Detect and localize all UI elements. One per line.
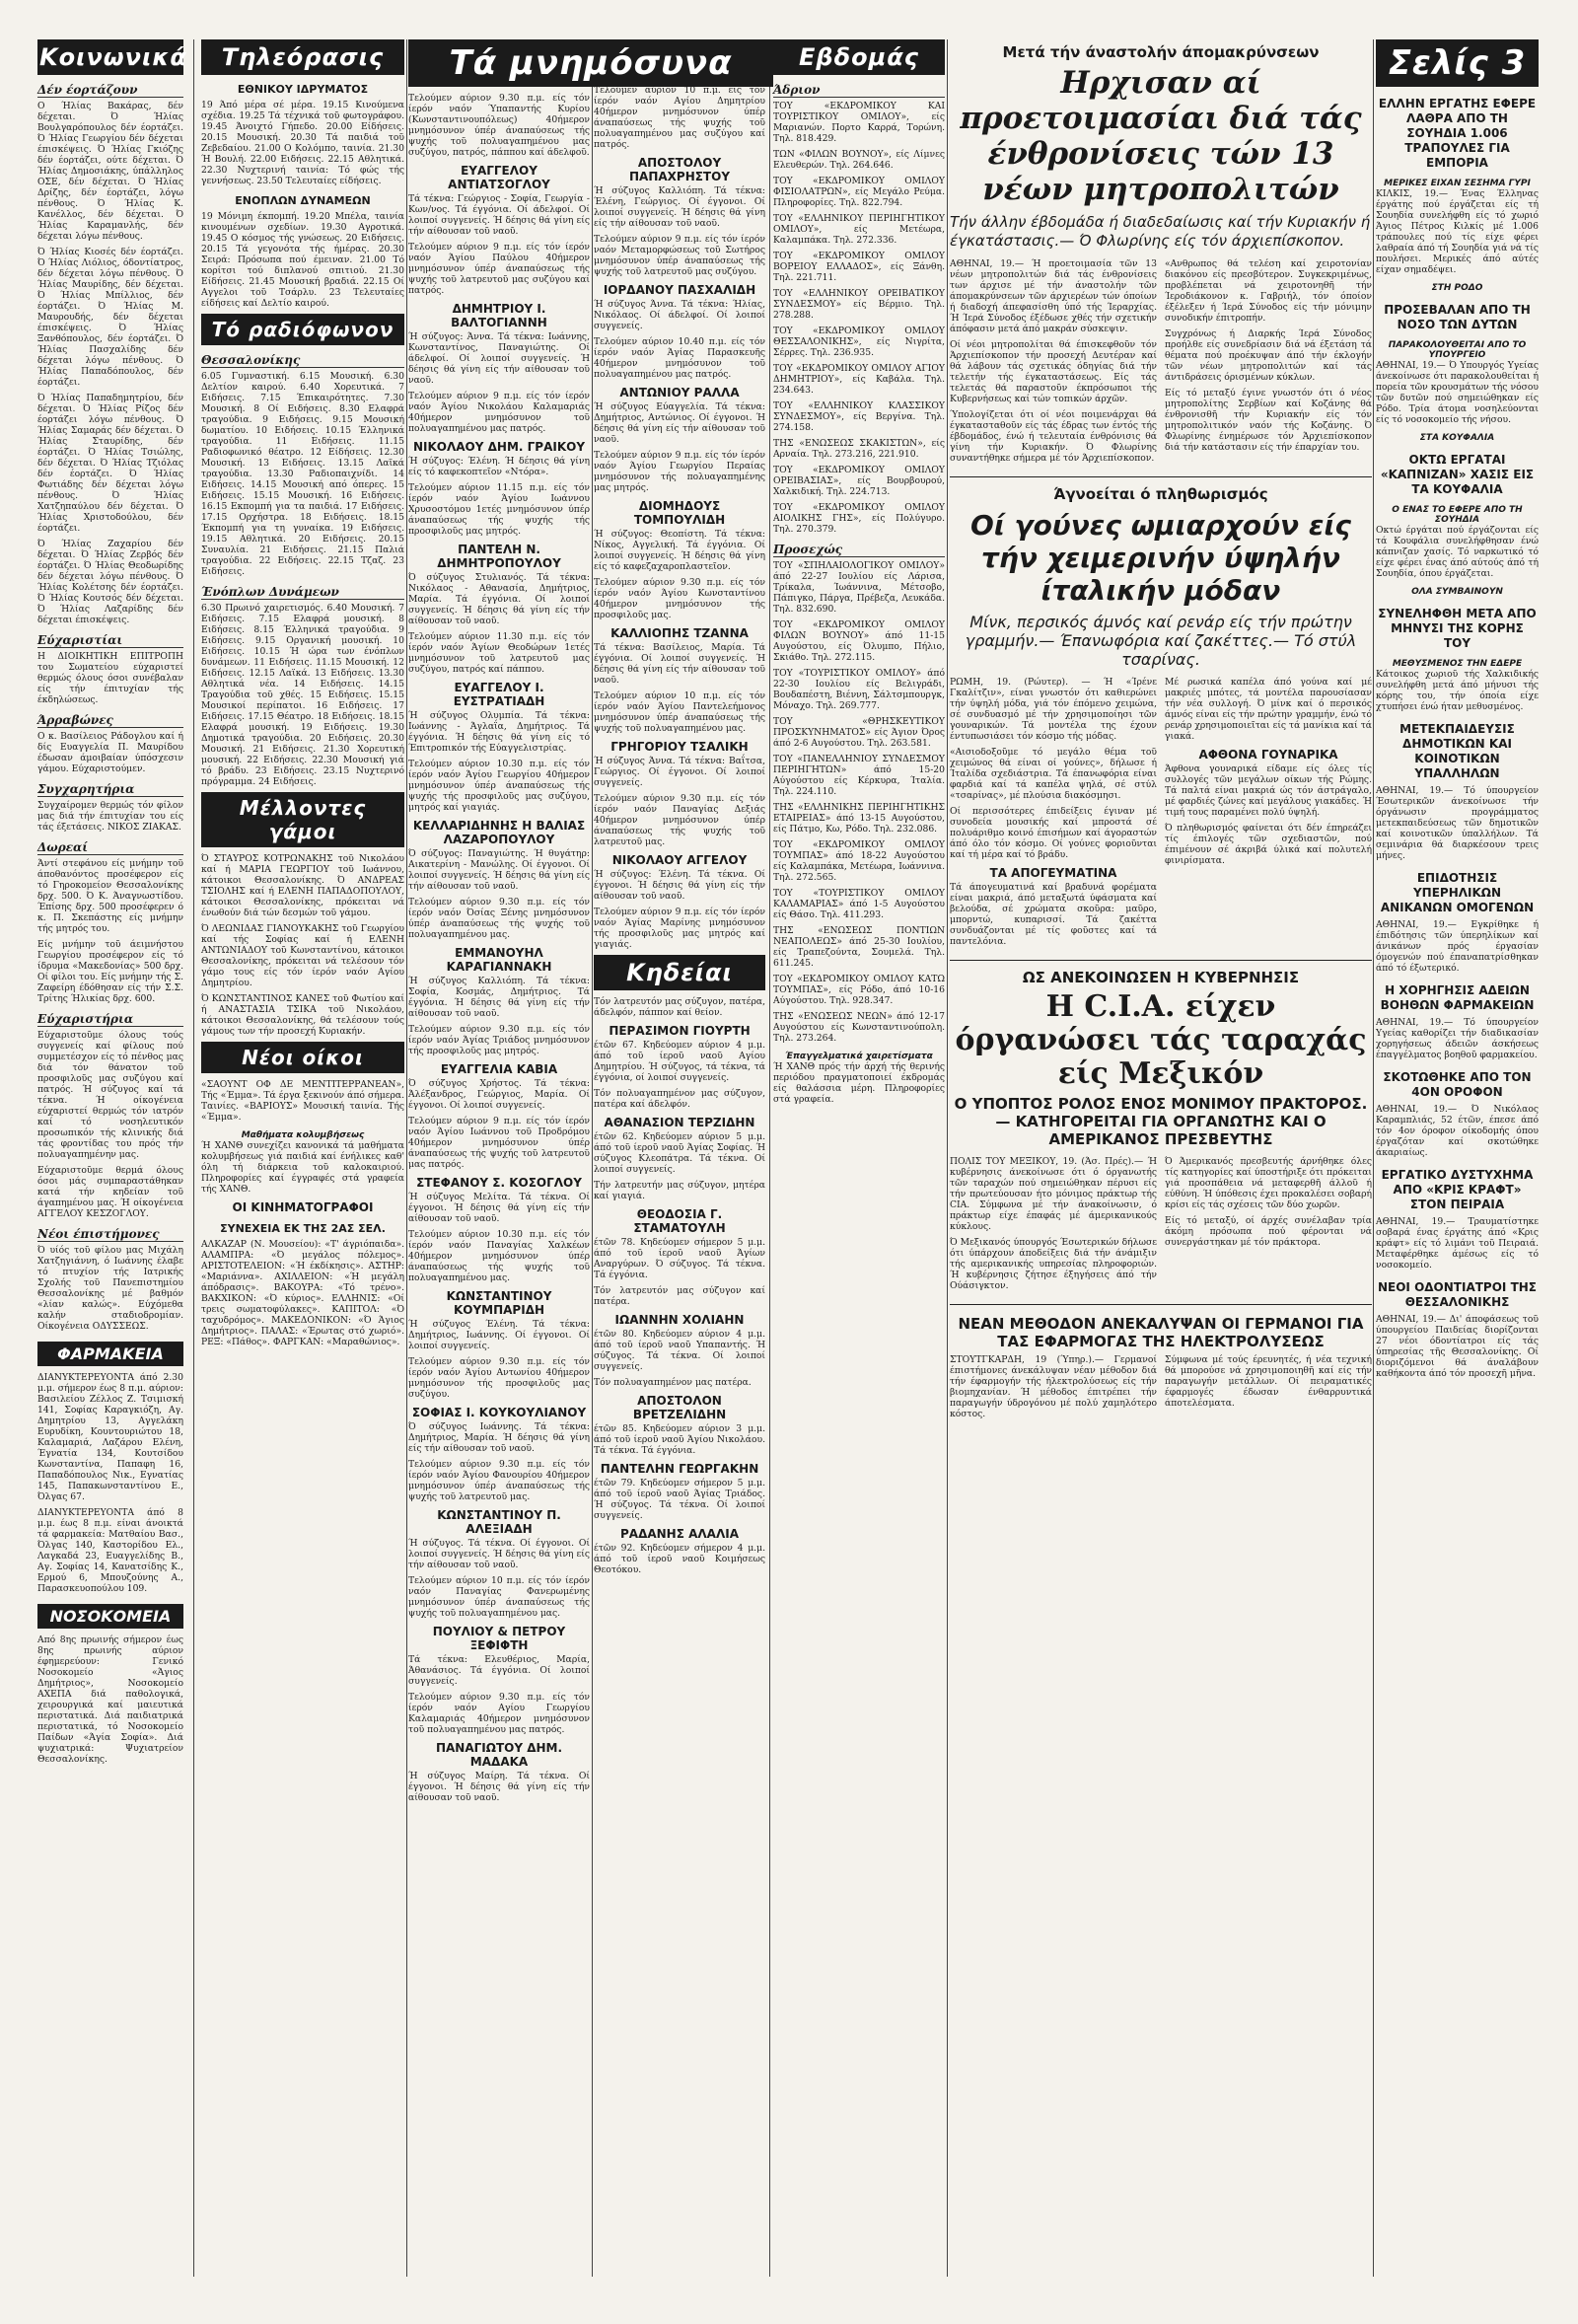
text-block: Ύπολογίζεται ότι οί νέοι ποιμενάρχαι θά έγκατασταθοῦν είς τάς έδρας των έντός τής έβδομάδος, ένώ ή τελευταία ένθρόνισις θά γίνη τήν Κυριακήν. Ό Φλωρίνης συναντήθηκε σήμερα μέ τόν Άρχιεπίσκοπον. [950,409,1157,464]
radio-subhead: Ένόπλων Δυνάμεων [201,585,404,600]
text-block: Τόν λατρευτόν μας σύζυγον, πατέρα, άδελφόν, πάππον καί θείον. [594,996,765,1018]
text-block: ΤΟΥ «ΕΚΔΡΟΜΙΚΟΥ ΟΜΙΛΟΥ ΟΡΕΙΒΑΣΙΑΣ», είς Βουρβουρού, Χαλκιδική. Τηλ. 224.713. [773,465,945,497]
text-block: ΤΗΣ «ΕΝΩΣΕΩΣ ΣΚΑΚΙΣΤΩΝ», είς Αρναία. Τηλ. 273.216, 221.910. [773,438,945,460]
text-block: Τά τέκνα: Βασίλειος, Μαρία. Τά έγγόνια. Οί λοιποί συγγενείς. Ή δέησις θά γίνη είς τήν αίθουσαν τοῦ ναοῦ. [594,642,765,686]
text-block: Τελούμεν αύριον 9.30 π.μ. είς τόν ίερόν ναόν Όσίας Ξένης μνημόσυνον ύπέρ άναπαύσεως τής ψυχής τοῦ πολυαγαπημένου μας. [408,897,590,940]
text-block: Ή σύζυγος Άννα. Τά τέκνα: Ήλίας, Νικόλαος. Οί άδελφοί. Οί λοιποί συγγενείς. [594,299,765,331]
brief-kicker: ΠΑΡΑΚΟΛΟΥΘΕΙΤΑΙ ΑΠΟ ΤΟ ΥΠΟΥΡΓΕΙΟ [1388,340,1527,360]
column-rule [1373,39,1374,2277]
text-block: Ό σύζυγος Χρήστος. Τά τέκνα: Άλέξανδρος, Γεώργιος, Μαρία. Οί έγγονοι. Οί λοιποί συγγενείς. [408,1078,590,1111]
text-block: Συγχρόνως ή Διαρκής Ίερά Σύνοδος προήλθε είς συνεδρίασιν διά νά έξετάση τά θέματα πού προέκυψαν άπό τήν έκλογήν τῶν νέων μητροπολιτών καί τάς άντιδράσεις όρισμένων κύκλων. [1165,328,1372,383]
text-block: ΑΘΗΝΑΙ, 19.— Τό ύπουργείον Έσωτερικῶν άνεκοίνωσε τήν όργάνωσιν προγράμματος μετεκπαιδεύσεως τῶν δημοτικῶν καί κοινοτικῶν ύπαλλήλων. Τά σεμινάρια θά διαρκέσουν τρεις μήνες. [1376,785,1539,861]
text-block: Τελούμεν αύριον 9.30 π.μ. είς τόν ίερόν ναόν Αγίου Γεωργίου Καλαμαριάς 40ήμερον μνημόσυνον τοῦ πολυαγαπημένου μας πατρός. [408,1692,590,1735]
memorial-name: ΚΑΛΛΙΟΠΗΣ ΤΖΑΝΝΑ [610,626,749,640]
page-number-header: Σελίς 3 [1376,39,1539,87]
text-block: Συγχαίρομεν θερμώς τόν φίλον μας διά τήν έπιτυχίαν του είς τάς έξετάσεις. ΝΙΚΟΣ ΖΙΑΚΑΣ. [37,800,183,833]
text-block: ΤΟΥ «ΕΚΔΡΟΜΙΚΟΥ ΟΜΙΛΟΥ ΚΑΤΩ ΤΟΥΜΠΑΣ», είς Ρόδο, άπό 10-16 Αύγούστου. Τηλ. 928.347. [773,974,945,1006]
text-block: ΔΙΑΝΥΚΤΕΡΕΥΟΝΤΑ άπό 8 μ.μ. έως 8 π.μ. είναι άνοικτά τά φαρμακεία: Ματθαίου Βασ., Όλγας 140, Καστορίδου Ελ., Λαγκαδά 23, Ευαγγελίδης Β., Αγ. Σοφίας 14, Κανατσίδης Κ., Ερμού 6, Μπουζούνης Α., Παρασκευοπούλου 109. [37,1507,183,1594]
text-block: ΤΗΣ «ΕΝΩΣΕΩΣ ΝΕΩΝ» άπό 12-17 Αυγούστου είς Κωνσταντινούπολη. Τηλ. 273.264. [773,1011,945,1044]
memorial-name: ΚΩΝΣΤΑΝΤΙΝΟΥ Π. ΑΛΕΞΙΑΔΗ [437,1508,561,1536]
text-block: Τελούμεν αύριον 10 π.μ. είς τόν ίερόν ναόν Παναγίας Φανερωμένης μνημόσυνον ύπέρ άναπαύσεως τής ψυχής τοῦ πολυαγαπημένου μας. [408,1575,590,1619]
german-body [950,1354,1372,1424]
cinema-subhead: ΣΥΝΕΧΕΙΑ ΕΚ ΤΗΣ 2ΑΣ ΣΕΛ. [220,1222,386,1235]
text-block: ΔΙΑΝΥΚΤΕΡΕΥΟΝΤΑ άπό 2.30 μ.μ. σήμερον έως 8 π.μ. αύριον: Βασιλείου Ζέλλος Ζ. Τσιμισκή 141, Σοφίας Καραγκιόζη, Αγ. Δημητρίου 13, Αγγελάκη Ευρυδίκη, Κουντουριώτου 18, Καλαμαριά, Λαζάρου Ελένη, Έγνατία 134, Κουτσίδου Κωνσταντίνα, Παπαφη 16, Παπαδόπουλος Νικ., Εγνατίας 145, Παπακωνσταντίνου Ε., Όλγας 67. [37,1372,183,1502]
brief-headline: Η ΧΟΡΗΓΗΣΙΣ ΑΔΕΙΩΝ ΒΟΗΘΩΝ ΦΑΡΜΑΚΕΙΩΝ [1380,983,1535,1012]
text-block: έτῶν 67. Κηδεύομεν αύριον 4 μ.μ. άπό τοῦ ίεροῦ ναοῦ Αγίου Δημητρίου. Ή σύζυγος, τά τέκνα, τά έγγόνια, οί λοιποί συγγενείς. [594,1040,765,1083]
text-block: ΚΙΛΚΙΣ, 19.— Ένας Έλληνας έργάτης πού έργάζεται είς τή Σουηδία συνελήφθη είς τό χωριό Άγιος Πέτρος Κιλκίς μέ 1.006 τράπουλες πού τίς είχε φέρει λαθραία άπό τή Σουηδία γιά νά τίς πουλήσει. Μερικές άπό αύτές είχαν σημαδέψει. [1376,188,1539,275]
text-block: Τελούμεν αύριον 10.40 π.μ. είς τόν ίερόν ναόν Άγίας Παρασκευῆς 40ήμερον μνημόσυνον τοῦ πολυαγαπημένου μας πατρός. [594,336,765,380]
column-rule [592,39,593,2277]
text-block: ΤΟΥ «ΘΡΗΣΚΕΥΤΙΚΟΥ ΠΡΟΣΚΥΝΗΜΑΤΟΣ» είς Άγιον Όρος άπό 2-6 Αυγούστου. Τηλ. 263.581. [773,716,945,749]
radio-header: Τό ραδιόφωνον [201,314,404,345]
text-block: Ή σύζυγος Εύαγγελία. Τά τέκνα: Δημήτριος, Αντώνιος. Οί έγγονοι. Ή δέησις θά γίνη είς τήν αίθουσαν τοῦ ναοῦ. [594,401,765,445]
brief-kicker: ΟΛΑ ΣΥΜΒΑΙΝΟΥΝ [1411,587,1503,597]
social-subhead: Άρραβώνες [37,713,183,728]
weekly-subhead: Άδριον [773,83,945,98]
radio-subhead: Θεσσαλονίκης [201,353,404,368]
column-rule [193,39,194,2277]
memorial-name: ΠΑΝΤΕΛΗ Ν. ΔΗΜΗΤΡΟΠΟΥΛΟΥ [437,543,561,570]
memorial-name: ΚΩΝΣΤΑΝΤΙΝΟΥ ΚΟΥΜΠΑΡΙΔΗ [446,1289,552,1317]
social-subhead: Δωρεαί [37,840,183,855]
text-block: Ή σύζυγος Καλλιόπη. Τά τέκνα: Έλένη, Γεώργιος. Οί έγγονοι. Οί λοιποί συγγενείς. Ή δέησις θά γίνη είς τήν αίθουσαν τοῦ ναοῦ. [594,185,765,229]
text-block: ΤΟΥ «ΣΠΗΛΑΙΟΛΟΓΙΚΟΥ ΟΜΙΛΟΥ» άπό 22-27 Ιουλίου είς Λάρισα, Τρίκαλα, Ίωάννινα, Μέτσοβο, Πάπιγκο, Πάργα, Πρέβεζα, Λευκάδα. Τηλ. 832.690. [773,560,945,615]
text-block: ΣΤΟΥΤΓΚΑΡΔΗ, 19 (Ύπηρ.).— Γερμανοί έπιστήμονες άνεκάλυψαν νέαν μέθοδον διά τήν έφαρμογήν τής ήλεκτρολύσεως είς τήν βιομηχανίαν. Ή μέθοδος έπιτρέπει τήν παραγωγήν ύδρογόνου μέ πολύ χαμηλότερο κόστος. [950,1354,1157,1419]
brief-headline: ΕΠΙΔΟΤΗΣΙΣ ΥΠΕΡΗΛΙΚΩΝ ΑΝΙΚΑΝΩΝ ΟΜΟΓΕΝΩΝ [1380,871,1535,914]
text-block: ΤΩΝ «ΦΙΛΩΝ ΒΟΥΝΟΥ», είς Λίμνες Ελευθερών. Τηλ. 264.646. [773,149,945,171]
memorial-name: ΣΤΕΦΑΝΟΥ Σ. ΚΟΣΟΓΛΟΥ [416,1176,582,1190]
briefs-column [1376,39,1539,2279]
text-block: «Αισιοδοξοῦμε τό μεγάλο θέμα τοῦ χειμώνος θά είναι οί γούνες», δήλωσε ή Ίταλίδα σχεδιάστρια. Τά έπανωφόρια είναι φαρδιά καί τά καπέλα ψηλά, σέ στύλ «τσαρίνας», μέ πλούσια διακόσμησι. [950,747,1157,801]
text-block: ΤΟΥ «ΕΚΔΡΟΜΙΚΟΥ ΟΜΙΛΟΥ ΒΟΡΕΙΟΥ ΕΛΛΑΔΟΣ», είς Ξάνθη. Τηλ. 221.711. [773,251,945,283]
social-subhead: Εύχαριστίαι [37,633,183,648]
fashion-kicker: Άγνοείται ό πληθωρισμός [1053,485,1268,503]
text-block: Ό ΣΤΑΥΡΟΣ ΚΟΤΡΩΝΑΚΗΣ τοῦ Νικολάου καί ή ΜΑΡΙΑ ΓΕΩΡΓΙΟΥ τοῦ Ιωάννου, κάτοικοι Θεσσαλονίκης. Ό ΑΝΔΡΕΑΣ ΤΣΙΟΛΗΣ καί ή ΕΛΕΝΗ ΠΑΠΑΔΟΠΟΥΛΟΥ, κάτοικοι Θεσσαλονίκης, πρόκειται νά ένωθούν διά τών δεσμών τοῦ γάμου. [201,853,404,918]
text-block: Ή σύζυγος. Τά τέκνα. Οί έγγονοι. Οί λοιποί συγγενείς. Ή δέησις θά γίνη είς τήν αίθουσαν τοῦ ναοῦ. [408,1538,590,1570]
text-block: Ή σύζυγος Καλλιόπη. Τά τέκνα: Σοφία, Κοσμάς, Δημήτριος. Τά έγγόνια. Ή δέησις θά γίνη είς τήν αίθουσαν τοῦ ναοῦ. [408,976,590,1019]
cia-headline: Η C.I.A. είχεν όργανώσει τάς ταραχάς είς Μεξικόν [955,989,1367,1091]
text-block: έτῶν 62. Κηδεύομεν αύριον 5 μ.μ. άπό τοῦ ίεροῦ ναοῦ Άγίας Σοφίας. Ή σύζυγος Κλεοπάτρα. Τά τέκνα. Οί λοιποί συγγενείς. [594,1131,765,1175]
text-block: Ή σύζυγος Έλένη. Τά τέκνα: Δημήτριος, Ιωάννης. Οί έγγονοι. Οί λοιποί συγγενείς. [408,1319,590,1351]
memorial-name: ΕΜΜΑΝΟΥΗΛ ΚΑΡΑΓΙΑΝΝΑΚΗ [446,946,552,974]
text-block: Τελούμεν αύριον 9.30 π.μ. είς τόν ίερόν ναόν Ύπαπαντής Κυρίου (Κωνσταντινουπόλεως) 40ήμερον μνημόσυνον ύπέρ άναπαύσεως τής ψυχής τοῦ πολυαγαπημένου μας συζύγου, πατρός, πάππου καί άδελφοῦ. [408,93,590,158]
text-block: ΑΛΚΑΖΑΡ (Ν. Μουσείου): «Τ' άγριόπαιδα». ΑΛΑΜΠΡΑ: «Ό μεγάλος πόλεμος». ΑΡΙΣΤΟΤΕΛΕΙΟΝ: «Ή έκδίκησις». ΑΣΤΗΡ: «Μαριάννα». ΑΧΙΛΛΕΙΟΝ: «Ή μεγάλη άπόδρασις». ΒΑΚΟΥΡΑ: «Τό τρένο». ΒΑΚΧΙΚΟΝ: «Ό κύριος». ΕΛΛΗΝΙΣ: «Οί τρεις σωματοφύλακες». ΚΑΠΙΤΟΛ: «Ό ταχυδρόμος». ΜΑΚΕΔΟΝΙΚΟΝ: «Ό Άγιος Δημήτριος». ΠΑΛΑΣ: «Έρωτας στό χωριό». ΡΕΞ: «Πάθος». ΦΑΡΓΚΑΝ: «Μαραθώνιος». [201,1239,404,1347]
new-houses-header: Νέοι οίκοι [201,1042,404,1073]
text-block: Ό πληθωρισμός φαίνεται ότι δέν έπηρεάζει τίς έπιλογές τῶν σχεδιαστῶν, πού έπιμένουν σέ άκριβά ύλικά καί πολυτελή φινιρίσματα. [1165,823,1372,866]
text-block: Τά άπογευματινά καί βραδυνά φορέματα είναι μακριά, άπό μεταξωτά ύφάσματα καί βελούδα, σέ χρώματα σκοῦρα: μαῦρο, μπορντώ, κυπαρισσί. Τά ζακέττα συνδυάζονται μέ τίς φοῦστες καί τά παντελόνια. [950,882,1157,947]
text-block: Ή σύζυγος: Έλένη. Τά τέκνα. Οί έγγονοι. Ή δέησις θά γίνη είς τήν αίθουσαν τοῦ ναοῦ. [594,869,765,902]
text-block: Τελούμεν αύριον 9 π.μ. είς τόν ίερόν ναόν Μεταμορφώσεως τοῦ Σωτήρος μνημόσυνον ύπέρ άναπαύσεως τής ψυχής τοῦ λατρευτοῦ μας συζύγου. [594,234,765,277]
divider [950,476,1372,477]
text-block: Τελούμεν αύριον 9.30 π.μ. είς τόν ίερόν ναόν Άγίου Αντωνίου 40ήμερον μνημόσυνον τής προσφιλοῦς μας συζύγου. [408,1356,590,1400]
text-block: Ή σύζυγος Μελίτα. Τά τέκνα. Οί έγγονοι. Ή δέησις θά γίνη είς τήν αίθουσαν τοῦ ναοῦ. [408,1192,590,1224]
weekly-header: Εβδομάς [773,39,945,75]
brief-headline: ΟΚΤΩ ΕΡΓΑΤΑΙ «ΚΑΠΝΙΖΑΝ» ΧΑΣΙΣ ΕΙΣ ΤΑ ΚΟΥΦΑΛΙΑ [1380,453,1535,496]
text-block: ΤΟΥ «ΤΟΥΡΙΣΤΙΚΟΥ ΟΜΙΛΟΥ ΚΑΛΑΜΑΡΙΑΣ» άπό 1-5 Αυγούστου είς Θάσο. Τηλ. 411.293. [773,888,945,920]
text-block: ΠΟΛΙΣ ΤΟΥ ΜΕΞΙΚΟΥ, 19. (Άσ. Πρές).— Ή κυβέρνησις άνεκοίνωσε ότι ό όργανωτής τῶν ταραχών πού σημειώθηκαν πέρυσι είς τήν πρωτεύουσαν ήτο μόνιμος πράκτωρ τής CIA. Σύμφωνα μέ τήν άνακοίνωσιν, ό πράκτωρ είχε έπαφάς μέ άμερικανικούς κύκλους. [950,1156,1157,1232]
lead-headline: Ηρχισαν αί προετοιμασίαι διά τάς ένθρονίσεις τών 13 νέων μητροπολιτών [960,65,1362,207]
text-block: έτῶν 79. Κηδεύομεν σήμερον 5 μ.μ. άπό τοῦ ίεροῦ ναοῦ Άγίας Τριάδος. Ή σύζυγος. Τά τέκνα. Οί λοιποί συγγενείς. [594,1478,765,1521]
brief-headline: ΕΡΓΑΤΙΚΟ ΔΥΣΤΥΧΗΜΑ ΑΠΟ «ΚΡΙΣ ΚΡΑΦΤ» ΣΤΟΝ ΠΕΙΡΑΙΑ [1381,1168,1534,1211]
tv-header: Τηλεόρασις [201,39,404,75]
fashion-side-head: ΑΦΘΟΝΑ ΓΟΥΝΑΡΙΚΑ [1198,748,1338,762]
text-block: Ο κ. Βασίλειος Ράδογλου καί ή δίς Ευαγγελία Π. Μαυρίδου έδωσαν άμοιβαίαν ύπόσχεσιν γάμου. Εύχαριστούμεν. [37,731,183,774]
text-block: έτῶν 92. Κηδεύομεν σήμερον 4 μ.μ. άπό τοῦ ίεροῦ ναοῦ Κοιμήσεως Θεοτόκου. [594,1543,765,1575]
text-block: Ό υίός τοῦ φίλου μας Μιχάλη Χατζηγιάννη, ό Ιωάννης έλαβε τό πτυχίον τής Ιατρικής Σχολής τοῦ Πανεπιστημίου Θεσσαλονίκης μέ βαθμόν «λίαν καλώς». Εύχόμεθα καλήν σταδιοδρομίαν. Οίκογένεια ΟΔΥΣΣΕΩΣ. [37,1245,183,1332]
text-block: «ΣΑΟΥΝΤ ΟΦ ΔΕ ΜΕΝΤΙΤΕΡΡΑΝΕΑΝ», Τής «Έμμα». Τά έργα ξεκινούν άπό σήμερα. Ταινίες. «ΒΑΡΙΟΥΣ» Μουσική ταινία. Τής «Έμμα». [201,1079,404,1123]
text-block: Ό ΛΕΩΝΙΔΑΣ ΓΙΑΝΟΥΚΑΚΗΣ τοῦ Γεωργίου καί τής Σοφίας καί ή ΕΛΕΝΗ ΑΝΤΩΝΙΑΔΟΥ τοῦ Κωνσταντίνου, κάτοικοι Θεσσαλονίκης, πρόκειται νά τελέσουν τόν γάμο τους είς τόν ίερόν ναόν Αγίου Δημητρίου. [201,923,404,988]
memorials-header: Τά μνημόσυνα [408,39,773,87]
divider [950,960,1372,961]
text-block: ΤΟΥ «ΕΚΔΡΟΜΙΚΟΥ ΟΜΙΛΟΥ ΑΓΙΟΥ ΔΗΜΗΤΡΙΟΥ», είς Καβάλα. Τηλ. 234.643. [773,363,945,396]
text-block: Τελούμεν αύριον 10.30 π.μ. είς τόν ίερόν ναόν Άγίου Γεωργίου 40ήμερον μνημόσυνον ύπέρ άναπαύσεως τής ψυχής τής προσφιλοῦς μας συζύγου, μητρός καί γιαγιάς. [408,759,590,813]
text-block: Τελούμεν αύριον 10 π.μ. είς τόν ίερόν ναόν Άγίου Παντελεήμονος μνημόσυνον ύπέρ άναπαύσεως τής ψυχής τοῦ πολυαγαπημένου μας. [594,690,765,734]
text-block: Τελούμεν αύριον 9 π.μ. είς τόν ίερόν ναόν Άγίου Παύλου 40ήμερον μνημόσυνον ύπέρ άναπαύσεως τής ψυχής τοῦ λατρευτοῦ μας συζύγου καί πατρός. [408,242,590,296]
column-rule [769,39,770,2277]
text-block: έτῶν 80. Κηδεύομεν αύριον 4 μ.μ. άπό τοῦ ίεροῦ ναοῦ Υπαπαντής. Ή σύζυγος. Τά τέκνα. Οί λοιποί συγγενείς. [594,1329,765,1372]
lead-kicker: Μετά τήν άναστολήν άπομακρύνσεων [1002,43,1320,61]
text-block: Ό σύζυγος Στυλιανός. Τά τέκνα: Νικόλαος - Αθανασία, Δημήτριος, Μαρία. Τά έγγόνια. Οί λοιποί συγγενείς. Ή δέησις θά γίνη είς τήν αίθουσαν τοῦ ναοῦ. [408,572,590,626]
text-block: ΤΟΥ «ΕΚΔΡΟΜΙΚΟΥ ΟΜΙΛΟΥ ΤΟΥΜΠΑΣ» άπό 18-22 Αυγούστου είς Καλαμπάκα, Μετέωρα, Ιωάννινα. Τηλ. 272.565. [773,839,945,883]
text-block: Ό Ήλίας Παπαδημητρίου, δέν δέχεται. Ό Ήλίας Ρίζος δέν έορτάζει λόγω πένθους. Ό Ήλίας Σαμαράς δέν δέχεται. Ό Ήλίας Σταυρίδης, δέν έορτάζει. Ό Ήλίας Τσιώλης, δέν δέχεται. Ό Ήλίας Τζιόλας δέν έορτάζει. Ό Ήλίας Φωτιάδης δέν δέχεται λόγω πένθους. Ό Ήλίας Χατζηπαύλου δέν δέχεται. Ό Ήλίας Χριστοδούλου, δέν έορτάζει. [37,393,183,534]
memorial-name: ΝΙΚΟΛΑΟΥ ΑΓΓΕΛΟΥ [611,853,748,867]
text-block: Τελούμεν αύριον 9 π.μ. είς τόν ίερόν ναόν Άγίας Μαρίνης μνημόσυνον τής προσφιλοῦς μας μητρός καί γιαγιάς. [594,907,765,950]
text-block: «Ανθρωπος θά τελέση καί χειροτονίαν διακόνου είς πρεσβύτερον. Συγκεκριμένως, προβλέπεται νά χειροτονηθῆ τήν Ίεροδιάκονον κ. Γαβριήλ, τόν όποίον έξέλεξεν ή Ίερά Σύνοδος είς τήν μόνιμην συνοδικήν έπιτροπήν. [1165,258,1372,324]
tv-subhead: ΕΝΟΠΛΩΝ ΔΥΝΑΜΕΩΝ [235,194,371,207]
text-block: Είς τό μεταξύ έγινε γνωστόν ότι ό νέος μητροπολίτης Σερβίων καί Κοζάνης θά ένθρονισθῆ τήν Κυριακήν είς τόν μητροπολιτικόν ναόν τής Κοζάνης. Ό Φλωρίνης ένημέρωσε τόν Άρχιεπίσκοπον διά τήν κατάστασιν είς τήν έπαρχίαν του. [1165,388,1372,453]
upcoming-weddings-header: Μέλλοντες γάμοι [201,792,404,847]
text-block: έτῶν 78. Κηδεύομεν σήμερον 5 μ.μ. άπό τοῦ ίεροῦ ναοῦ Άγίων Αναργύρων. Ό σύζυγος. Τά τέκνα. Τά έγγόνια. [594,1237,765,1280]
hospitals-header: ΝΟΣΟΚΟΜΕΙΑ [37,1604,183,1629]
fashion-body [950,677,1372,952]
text-block: Ή σύζυγος Ολυμπία. Τά τέκνα: Ιωάννης - Άγλαΐα, Δημήτριος. Τά έγγόνια. Ή δέησις θά γίνη είς τό Έπιτροπικόν τής Εύαγγελιστρίας. [408,710,590,754]
text-block: έτῶν 85. Κηδεύομεν αύριον 3 μ.μ. άπό τοῦ ίεροῦ ναοῦ Άγίου Νικολάου. Τά τέκνα. Τά έγγόνια. [594,1423,765,1456]
brief-headline: ΕΛΛΗΝ ΕΡΓΑΤΗΣ ΕΦΕΡΕ ΛΑΘΡΑ ΑΠΟ ΤΗ ΣΟΥΗΔΙΑ 1.006 ΤΡΑΠΟΥΛΕΣ ΓΙΑ ΕΜΠΟΡΙΑ [1378,97,1537,170]
memorial-name: ΚΕΛΛΑΡΙΔΗΝΗΣ Η ΒΑΛΙΑΣ ΛΑΖΑΡΟΠΟΥΛΟΥ [412,819,586,846]
text-block: 19 Άπό μέρα σέ μέρα. 19.15 Κινούμενα σχέδια. 19.25 Τά τέχνικά τοῦ φωτογράφου. 19.45 Άνοιχτό Γήπεδο. 20.00 Είδήσεις. 20.15 Μουσική. 20.30 Τά παιδιά τοῦ Ζεβεδαίου. 21.00 Ο Κολόμπο, ταινία. 21.30 Ή Βουλή. 22.00 Ειδήσεις. 22.15 Αθλητικά. 22.30 Νυχτερινή ταινία: Τό φώς τής γεννήσεως. 23.50 Τελευταίες είδήσεις. [201,100,404,186]
social-subhead: Νέοι έπιστήμονες [37,1227,183,1242]
lead-body [950,258,1372,469]
tv-radio-column [201,39,404,2279]
brief-kicker: ΜΕΘΥΣΜΕΝΟΣ ΤΗΝ ΕΔΕΡΕ [1392,659,1523,669]
social-header: Κοινωνικά [37,39,183,75]
fashion-side-head: ΤΑ ΑΠΟΓΕΥΜΑΤΙΝΑ [989,866,1117,880]
pharmacies-header: ΦΑΡΜΑΚΕΙΑ [37,1342,183,1366]
text-block: Ή σύζυγος Μαίρη. Τά τέκνα. Οί έγγονοι. Ή δέησις θά γίνη είς τήν αίθουσαν τοῦ ναοῦ. [408,1771,590,1803]
social-column [37,39,187,2279]
text-block: ΤΟΥ «ΕΚΔΡΟΜΙΚΟΥ ΟΜΙΛΟΥ ΦΙΣΙΟΛΑΤΡΩΝ», είς Μεγάλο Ρεύμα. Πληροφορίες. Τηλ. 822.794. [773,176,945,208]
text-block: Τήν λατρευτήν μας σύζυγον, μητέρα καί γιαγιά. [594,1180,765,1201]
tv-subhead: ΕΘΝΙΚΟΥ ΙΔΡΥΜΑΤΟΣ [237,83,369,96]
weekly-subhead: Προσεχώς [773,543,945,557]
text-block: Άφθονα γουναρικά είδαμε είς όλες τίς συλλογές τῶν μεγάλων οίκων τής Ρώμης. Τά παλτά είναι μακριά ώς τόν άστράγαλο, μέ φαρδιές ζώνες καί μεγάλους γιακάδες. Ή τιμή τους παραμένει πολύ ύψηλή. [1165,763,1372,818]
text-block: Τελούμεν αύριον 9 π.μ. είς τόν ίερόν ναόν Άγίου Νικολάου Καλαμαριάς 40ήμερον μνημόσυνον τοῦ πολυαγαπημένου μας πατρός. [408,391,590,434]
fashion-headline: Οί γούνες ωμιαρχούν είς τήν χειμερινήν ύψηλήν ίταλικήν μόδαν [970,509,1351,607]
text-block: Τελούμεν αύριον 9.30 π.μ. είς τόν ίερόν ναόν Άγίου Φανουρίου 40ήμερον μνημόσυνον ύπέρ άναπαύσεως τής ψυχής τοῦ λατρευτοῦ μας. [408,1459,590,1502]
text-block: Ό Άμερικανός πρεσβευτής άρνήθηκε όλες τίς κατηγορίες καί ύποστήριξε ότι πρόκειται γιά προσπάθεια νά μεταφερθῆ άλλοῦ ή εύθύνη. Ή ύπόθεσις έχει προκαλέσει σοβαρή κρίσι είς τάς σχέσεις τῶν δύο χωρῶν. [1165,1156,1372,1210]
text-block: Τελούμεν αύριον 10.30 π.μ. είς τόν ίερόν ναόν Παναγίας Χαλκέων 40ήμερον μνημόσυνον ύπέρ άναπαύσεως τής ψυχής τοῦ πολυαγαπημένου μας. [408,1229,590,1283]
text-block: 19 Μόνιμη έκπομπή. 19.20 Μπέλα, ταινία κινουμένων σχεδίων. 19.30 Αγροτικά. 19.45 Ο κόσμος τής γνώσεως. 20 Ειδήσεις. 20.15 Τά γεγονότα τής ήμέρας. 20.30 Σειρά: Πρόσωπα πού έμειναν. 21.00 Τό κορίτσι τού διπλανού σπιτιού. 21.30 Είδήσεις. 21.45 Μουσική βραδιά. 22.15 Οί Αγγελοι τοῦ Τσάρλυ. 23 Τελευταίες είδήσεις καί Δελτίο καιρού. [201,211,404,309]
text-block: Τόν πολυαγαπημένον μας σύζυγον, πατέρα καί άδελφόν. [594,1088,765,1110]
sub-kicker: Έπαγγελματικά χαιρετίσματα [785,1052,933,1061]
funeral-name: ΑΠΟΣΤΟΛΟΝ ΒΡΕΤΖΕΛΙΔΗΝ [632,1394,727,1421]
column-rule [406,39,407,2277]
text-block: Ο Ήλίας Βακάρας, δέν δέχεται. Ό Ήλίας Βουλγαρόπουλος δέν έορτάζει. Ό Ήλίας Γεωργίου δέν δέχεται έπισκέψεις. Ό Ήλίας Γκιόζης δέν έορτάζει, ούτε δέχεται. Ό Ήλίας Δημοσιάκης, ύπάλληλος ΟΣΕ, δέν δέχεται. Ό Ήλίας Δρίζης, δέν έορτάζει, λόγω πένθους. Ό Ήλίας Κ. Κανέλλος, δέν δέχεται. Ό Ήλίας Καραμανλής, δέν δέχεται λόγω πένθους. [37,101,183,242]
text-block: Κάτοικος χωριοῦ τής Χαλκιδικής συνελήφθη μετά άπό μήνυσι τής κόρης του, τήν όποία είχε χτυπήσει ένώ ήταν μεθυσμένος. [1376,669,1539,712]
brief-headline: ΜΕΤΕΚΠΑΙΔΕΥΣΙΣ ΔΗΜΟΤΙΚΩΝ ΚΑΙ ΚΟΙΝΟΤΙΚΩΝ ΥΠΑΛΛΗΛΩΝ [1399,722,1515,780]
fashion-subhead: Μίνκ, περσικός άμνός καί ρενάρ είς τήν πρώτην γραμμήν.— Έπανωφόρια καί ζακέττες.— Τό στύλ τσαρίνας. [965,613,1357,669]
text-block: Τελούμεν αύριον 10 π.μ. είς τόν ίερόν ναόν Αγίου Δημητρίου 40ήμερον μνημόσυνον ύπέρ άναπαύσεως τής ψυχής τοῦ πολυαγαπημένου μας συζύγου καί πατρός. [594,85,765,150]
funeral-name: ΠΑΝΤΕΛΗΝ ΓΕΩΡΓΑΚΗΝ [600,1462,759,1476]
text-block: ΤΗΣ «ΕΝΩΣΕΩΣ ΠΟΝΤΙΩΝ ΝΕΑΠΟΛΕΩΣ» άπό 25-30 Ιουλίου, είς Τραπεζούντα, Σουμελά. Τηλ. 611.245. [773,925,945,969]
text-block: ΑΘΗΝΑΙ, 19.— Ό Υπουργός Υγείας άνεκοίνωσε ότι παρακολουθείται ή πορεία τῶν κρουσμάτων τής νόσου τῶν δυτῶν πού σημειώθηκαν είς Ρόδο. Τρία άτομα νοσηλεύονται είς τό νοσοκομείο τής νήσου. [1376,360,1539,425]
text-block: Τά τέκνα: Γεώργιος - Σοφία, Γεωργία - Κων/νος. Τά έγγόνια. Οί άδελφοί. Οί λοιποί συγγενείς. Ή δέησις θά γίνη είς τήν αίθουσαν τοῦ ναοῦ. [408,193,590,237]
text-block: Τελούμεν αύριον 11.15 π.μ. είς τόν ίερόν ναόν Άγίου Ιωάννου Χρυσοστόμου 1ετές μνημόσυνον ύπέρ άναπαύσεως τής ψυχής τής προσφιλοῦς μας μητρός. [408,482,590,537]
funeral-name: ΘΕΟΔΟΣΙΑ Γ. ΣΤΑΜΑΤΟΥΛΗ [633,1207,726,1235]
brief-kicker: ΣΤΑ ΚΟΥΦΑΛΙΑ [1419,433,1495,443]
text-block: Ή σύζυγος: Έλένη. Ή δέησις θά γίνη είς τό καφεκοπτεῖον «Ντόρα». [408,456,590,477]
text-block: Τελούμεν αύριον 9 π.μ. είς τόν ίερόν ναόν Άγίου Γεωργίου Περαίας μνημόσυνον τής πολυαγαπημένης μας μητρός. [594,450,765,493]
column-rule [947,39,948,2277]
text-block: Είς μνήμην τοῦ άειμνήστου Γεωργίου προσέφερον είς τό ίδρυμα «Μακεδονίας» 500 δρχ. Οί φίλοι του. Είς μνήμην τής Σ. Ζαφείρη έδόθησαν είς τήν Σ.Σ. Τρίτης Ήλικίας δρχ. 600. [37,939,183,1004]
memorial-name: ΑΝΤΩΝΙΟΥ ΡΑΛΛΑ [619,386,740,399]
funeral-name: ΠΕΡΑΣΙΜΟΝ ΓΙΟΥΡΤΗ [609,1024,751,1038]
divider [950,1304,1372,1305]
text-block: ΑΘΗΝΑΙ, 19.— Δι' άποφάσεως τοῦ ύπουργείου Παιδείας διορίζονται 27 νέοι όδοντίατροι είς τάς ύπηρεσίας τῆς Θεσσαλονίκης. Οί διοριζόμενοι θά άναλάβουν καθήκοντα άπό τόν προσεχῆ μῆνα. [1376,1314,1539,1379]
text-block: Εύχαριστοῦμε όλους τούς συγγενείς καί φίλους πού συμμετέσχον είς τό πένθος μας διά τόν θάνατον τοῦ προσφιλοῦς μας συζύγου καί πατρός. Ή σύζυγος καί τά τέκνα. Ή οίκογένεια εύχαριστεί θερμώς τόν ιατρόν καί τό νοσηλευτικόν προσωπικόν τής κλινικής διά τάς φροντίδας του πρός τήν πολυαγαπημένην μας. [37,1030,183,1160]
text-block: Άντί στεφάνου είς μνήμην τοῦ άποθανόντος προσέφερον είς τό Γηροκομείον Θεσσαλονίκης δρχ. 500. Ό Κ. Άναγνωστίδου. Έπίσης δρχ. 500 προσέφερεν ό κ. Π. Σκεπάστης είς μνήμην τής μητρός του. [37,858,183,934]
memorial-name: ΠΟΥΛΙΟΥ & ΠΕΤΡΟΥ ΞΕΦΙΦΤΗ [432,1625,566,1652]
text-block: Τελούμεν αύριον 11.30 π.μ. είς τόν ίερόν ναόν Άγίων Θεοδώρων 1ετές μνημόσυνον τοῦ λατρευτοῦ μας συζύγου, πατρός καί πάππου. [408,631,590,675]
text-block: Οί περισσότερες έπιδείξεις έγιναν μέ συνοδεία μουσικής καί μπροστά σέ πολυάριθμο κοινό έπισήμων καί άγοραστών άπό όλο τόν κόσμο. Οί γούνες φοριοῦνται καί τή μέρα καί τό βράδυ. [950,806,1157,860]
memorial-name: ΠΑΝΑΓΙΩΤΟΥ ΔΗΜ. ΜΑΔΑΚΑ [435,1741,563,1769]
text-block: ΑΘΗΝΑΙ, 19.— Εγκρίθηκε ή έπιδότησις τῶν ύπερηλίκων καί άνικάνων πρός έργασίαν όμογενών πού έπαναπατρίσθηκαν άπό τό έξωτερικό. [1376,919,1539,974]
memorial-name: ΓΡΗΓΟΡΙΟΥ ΤΣΑΛΙΚΗ [610,740,749,754]
text-block: Οκτώ έργάται πού έργάζονται είς τά Κουφάλια συνελήφθησαν ένώ κάπνιζαν χασίς. Τό ναρκωτικό τό είχε φέρει ένας άπό αύτούς άπό τή Σουηδία, όπου έργάζεται. [1376,525,1539,579]
text-block: Από 8ης πρωινής σήμερον έως 8ης πρωινής αύριον έφημερεύουν: Γενικό Νοσοκομείο «Άγιος Δημήτριος», Νοσοκομείο ΑΧΕΠΑ διά παθολογικά, χειρουργικά καί μαιευτικά περιστατικά. Διά παιδιατρικά περιστατικά, τό Νοσοκομείο Παίδων «Άγία Σοφία». Διά ψυχιατρικά: Ψυχιατρείον Θεσσαλονίκης. [37,1634,183,1765]
text-block: Ή ΧΑΝΘ συνεχίζει κανονικά τά μαθήματα κολυμβήσεως γιά παιδιά καί ένήλικες καθ' όλη τή διάρκεια τοῦ καλοκαιριού. Πληροφορίες καί έγγραφές στά γραφεία τής ΧΑΝΘ. [201,1140,404,1195]
social-subhead: Εύχαριστήρια [37,1012,183,1027]
text-block: Ό ΚΩΝΣΤΑΝΤΙΝΟΣ ΚΑΝΕΣ τοῦ Φωτίου καί ή ΑΝΑΣΤΑΣΙΑ ΤΣΙΚΑ τοῦ Νικολάου, κάτοικοι Θεσσαλονίκης, θά τελέσουν τούς γάμους των τήν προσεχή Κυριακήν. [201,993,404,1037]
text-block: ΡΩΜΗ, 19. (Ρώυτερ). — Ή «Ίρένε Γκαλίτζιν», είναι γνωστόν ότι καθιερώνει τήν ύψηλή μόδα, γιά τόν έπόμενο χειμώνα, σέ συνδυασμό μέ τήν χρησιμοποίησι τῶν γουναρικών. Τά μοντέλα της έχουν έντυπωσιάσει τόν κόσμο τής μόδας. [950,677,1157,742]
text-block: ΑΘΗΝΑΙ, 19.— Τραυματίστηκε σοβαρά ένας έργάτης άπό «Κρις κράφτ» είς τό λιμάνι τοῦ Πειραιά. Μεταφέρθηκε άμέσως είς τό νοσοκομείο. [1376,1216,1539,1271]
memorials-column-2 [594,85,765,2324]
brief-headline: ΣΚΟΤΩΘΗΚΕ ΑΠΟ ΤΟΝ 4ΟΝ ΟΡΟΦΟΝ [1383,1070,1532,1099]
text-block: Η ΔΙΟΙΚΗΤΙΚΗ ΕΠΙΤΡΟΠΗ του Σωματείου εύχαριστεί θερμώς όλους όσοι συνέβαλαν είς τήν έπιτυχίαν τής έκδηλώσεως. [37,651,183,705]
text-block: ΤΟΥ «ΕΛΛΗΝΙΚΟΥ ΟΡΕΙΒΑΤΙΚΟΥ ΣΥΝΔΕΣΜΟΥ» είς Βέρμιο. Τηλ. 278.288. [773,288,945,321]
cinema-title: ΟΙ ΚΙΝΗΜΑΤΟΓΡΑΦΟΙ [232,1200,374,1214]
funeral-name: ΡΑΔΑΝΗΣ ΑΛΑΛΙΑ [619,1527,740,1541]
text-block: Ή σύζυγος Άννα. Τά τέκνα: Βαΐτσα, Γεώργιος. Οί έγγονοι. Οί λοιποί συγγενείς. [594,756,765,788]
text-block: ΤΟΥ «ΕΛΛΗΝΙΚΟΥ ΚΛΑΣΣΙΚΟΥ ΣΥΝΔΕΣΜΟΥ», είς Βεργίνα. Τηλ. 274.158. [773,400,945,433]
memorial-name: ΙΟΡΔΑΝΟΥ ΠΑΣΧΑΛΙΔΗ [603,283,756,297]
text-block: Τελούμεν αύριον 9.30 π.μ. είς τόν ίερόν ναόν Άγίου Κωνσταντίνου 40ήμερον μνημόσυνον τής προσφιλοῦς μας. [594,577,765,620]
funerals-header: Κηδείαι [594,955,765,990]
brief-headline: ΣΥΝΕΛΗΦΘΗ ΜΕΤΑ ΑΠΟ ΜΗΝΥΣΙ ΤΗΣ ΚΟΡΗΣ ΤΟΥ [1378,607,1537,650]
brief-kicker: Ο ΕΝΑΣ ΤΟ ΕΦΕΡΕ ΑΠΟ ΤΗ ΣΟΥΗΔΙΑ [1392,505,1523,525]
text-block: Τελούμεν αύριον 9.30 π.μ. είς τόν ίερόν ναόν Παναγίας Δεξιάς 40ήμερον μνημόσυνον ύπέρ άναπαύσεως τής ψυχής τοῦ λατρευτοῦ μας. [594,793,765,847]
text-block: Σύμφωνα μέ τούς έρευνητές, ή νέα τεχνική θά μπορούσε νά χρησιμοποιηθῆ καί είς τήν παραγωγήν μετάλλων. Οί πειραματικές έφαρμογές έδωσαν ένθαρρυντικά άποτελέσματα. [1165,1354,1372,1409]
memorial-name: ΔΗΜΗΤΡΙΟΥ Ι. ΒΑΛΤΟΓΙΑΝΝΗ [451,302,547,329]
text-block: ΤΟΥ «ΕΚΔΡΟΜΙΚΟΥ ΟΜΙΛΟΥ ΦΙΛΩΝ ΒΟΥΝΟΥ» άπό 11-15 Αυγούστου, είς Όλυμπο, Πήλιο, Σκιάθο. Τηλ. 272.115. [773,619,945,663]
text-block: Τόν λατρευτόν μας σύζυγον καί πατέρα. [594,1285,765,1307]
memorial-name: ΕΥΑΓΓΕΛΟΥ Ι. ΕΥΣΤΡΑΤΙΑΔΗ [453,681,545,708]
text-block: ΤΗΣ «ΕΛΛΗΝΙΚΗΣ ΠΕΡΙΗΓΗΤΙΚΗΣ ΕΤΑΙΡΕΙΑΣ» άπό 13-15 Αυγούστου, είς Πάτμο, Κω, Ρόδο. Τηλ. 232.086. [773,802,945,835]
text-block: 6.05 Γυμναστική. 6.15 Μουσική. 6.30 Δελτίον καιρού. 6.40 Χορευτικά. 7 Ειδήσεις. 7.15 Έπικαιρότητες. 7.30 Μουσική. 8 Οί Ειδήσεις. 8.30 Ελαφρά τραγούδια. 9 Ειδήσεις. 9.15 Μουσική δωματίου. 10 Ειδήσεις. 10.15 Έλληνικά τραγούδια. 11 Ειδήσεις. 11.15 Ραδιοφωνικό θέατρο. 12 Είδήσεις. 12.30 Μουσική. 13 Ειδήσεις. 13.15 Λαϊκά τραγούδια. 13.30 Ραδιοπαιχνίδι. 14 Ειδήσεις. 14.15 Μουσική από όπερες. 15 Ειδήσεις. 15.15 Μουσική. 16 Ειδήσεις. 16.15 Εκπομπή για τα παιδιά. 17 Ειδήσεις. 17.15 Ορχήστρα. 18 Ειδήσεις. 18.15 Έκπομπή για τη γυναίκα. 19 Ειδήσεις. 19.15 Αθλητικά. 20 Ειδήσεις. 20.15 Συναυλία. 21 Ειδήσεις. 21.15 Παλιά τραγούδια. 22 Ειδήσεις. 22.15 Τζαζ. 23 Ειδήσεις. [201,371,404,577]
cia-subhead: Ο ΥΠΟΠΤΟΣ ΡΟΛΟΣ ΕΝΟΣ ΜΟΝΙΜΟΥ ΠΡΑΚΤΟΡΟΣ.— ΚΑΤΗΓΟΡΕΙΤΑΙ ΓΙΑ ΟΡΓΑΝΩΤΗΣ ΚΑΙ Ο ΑΜΕΡΙΚΑΝΟΣ ΠΡΕΣΒΕΥΤΗΣ [954,1095,1368,1148]
text-block: Μέ ρωσικά καπέλα άπό γούνα καί μέ μακριές μπότες, τά μοντέλα παρουσίασαν τήν νέα συλλογή. Ό μίνκ καί ό περσικός άμνός είναι είς τήν πρώτην γραμμήν, ένώ τό ρενάρ χρησιμοποιεῖται είς τά μανίκια καί τά γιακά. [1165,677,1372,742]
memorial-name: ΔΙΟΜΗΔΟΥΣ ΤΟΜΠΟΥΛΙΔΗ [633,499,726,527]
text-block: Ή ΧΑΝΘ πρός τήν άρχή τής θερινής περιόδου πραγματοποιεί έκδρομάς είς θαλάσσια μέρη. Πληροφορίες στά γραφεία. [773,1061,945,1105]
text-block: Ό Ήλίας Κιοσές δέν έορτάζει. Ό Ήλίας Λιόλιος, όδοντίατρος, δέν δέχεται λόγω πένθους. Ό Ήλίας Μαυρίδης, δέν δέχεται. Ό Ήλίας Μπίλλιος, δέν έορτάζει. Ό Ήλίας Μ. Μαυρουδής, δέν δέχεται έπισκέψεις. Ό Ήλίας Ξανθόπουλος, δέν έορτάζει. Ό Ήλίας Πασχαλίδης δέν δέχεται λόγω πένθους. Ό Ήλίας Παπαδόπουλος, δέν έορτάζει. [37,247,183,388]
text-block: Ό σύζυγος: Παναγιώτης. Ή θυγάτηρ: Αικατερίνη - Μανώλης. Οί έγγονοι. Οί λοιποί συγγενείς. Ή δέησις θά γίνη είς τήν αίθουσαν τοῦ ναοῦ. [408,848,590,892]
cia-body [950,1156,1372,1296]
memorial-name: ΑΠΟΣΤΟΛΟΥ ΠΑΠΑΧΡΗΣΤΟΥ [628,156,731,183]
cia-kicker: ΩΣ ΑΝΕΚΟΙΝΩΣΕΝ Η ΚΥΒΕΡΝΗΣΙΣ [1022,969,1300,986]
text-block: ΤΟΥ «ΕΚΔΡΟΜΙΚΟΥ ΟΜΙΛΟΥ ΘΕΣΣΑΛΟΝΙΚΗΣ», είς Νιγρίτα, Σέρρες. Τηλ. 236.935. [773,326,945,358]
brief-kicker: ΣΤΗ ΡΟΔΟ [1431,283,1483,293]
text-block: ΑΘΗΝΑΙ, 19.— Ή προετοιμασία τῶν 13 νέων μητροπολιτών διά τάς ένθρονίσεις των άρχισε μέ τήν άναστολήν τῶν άπομακρύνσεων τῶν άρχιερέων τών όποίων ή διαδοχή άπεφασίσθη ύπό τής Ίεραρχίας. Ή Ίερά Σύνοδος έξέδωσε χθές τήν σχετικήν άπόφασιν μετά άπό μακράν σύσκεψιν. [950,258,1157,334]
text-block: ΑΘΗΝΑΙ, 19.— Ό Νικόλαος Καραμπλιάς, 52 έτῶν, έπεσε άπό τόν 4ον όροφον οίκοδομής όπου έργαζόταν καί σκοτώθηκε άκαριαίως. [1376,1104,1539,1158]
brief-kicker: ΜΕΡΙΚΕΣ ΕΙΧΑΝ ΣΕΣΗΜΑ ΓΥΡΙ [1384,179,1531,188]
text-block: Ό σύζυγος Ιωάννης. Τά τέκνα: Δημήτριος, Μαρία. Ή δέησις θά γίνη είς τήν αίθουσαν τοῦ ναοῦ. [408,1421,590,1454]
text-block: Είς τό μεταξύ, οί άρχές συνέλαβαν τρία άκόμη πρόσωπα πού φέρονται νά συνεργάστηκαν μέ τόν πράκτορα. [1165,1215,1372,1248]
text-block: Εύχαριστοῦμε θερμά όλους όσοι μάς συμπαραστάθηκαν κατά τήν κηδείαν τοῦ άγαπημένου μας. Ή οίκογένεια ΑΓΓΕΛΟΥ ΚΕΣΖΟΓΛΟΥ. [37,1165,183,1219]
main-news-column [950,39,1372,2279]
brief-headline: ΠΡΟΣΕΒΑΛΑΝ ΑΠΟ ΤΗ ΝΟΣΟ ΤΩΝ ΔΥΤΩΝ [1384,303,1531,331]
lead-summary: Τήν άλλην έβδομάδα ή διαδεδαίωσις καί τήν Κυριακήν ή έγκατάστασις.— Ό Φλωρίνης είς τόν άρχιεπίσκοπον. [950,213,1371,250]
social-subhead: Δέν έορτάζουν [37,83,183,98]
text-block: Τά τέκνα: Ελευθέριος, Μαρία, Άθανάσιος. Τά έγγόνια. Οί λοιποί συγγενείς. [408,1654,590,1687]
text-block: Ή σύζυγος: Άννα. Τά τέκνα: Ιωάννης, Κωνσταντίνος, Παναγιώτης. Οί άδελφοί. Οί λοιποί συγγενείς. Ή δέησις θά γίνη είς τήν αίθουσαν τοῦ ναοῦ. [408,331,590,386]
text-block: ΤΟΥ «ΕΛΛΗΝΙΚΟΥ ΠΕΡΙΗΓΗΤΙΚΟΥ ΟΜΙΛΟΥ», είς Μετέωρα, Καλαμπάκα. Τηλ. 272.336. [773,213,945,246]
memorial-name: ΝΙΚΟΛΑΟΥ ΔΗΜ. ΓΡΑΙΚΟΥ [412,440,586,454]
memorial-name: ΕΥΑΓΓΕΛΙΑ ΚΑΒΙΑ [440,1062,558,1076]
text-block: Τελούμεν αύριον 9.30 π.μ. είς τόν ίερόν ναόν Άγίας Τριάδος μνημόσυνον τής προσφιλοῦς μας μητρός. [408,1024,590,1056]
brief-headline: ΝΕΟΙ ΟΔΟΝΤΙΑΤΡΟΙ ΤΗΣ ΘΕΣΣΑΛΟΝΙΚΗΣ [1377,1280,1537,1309]
text-block: ΤΟΥ «ΤΟΥΡΙΣΤΙΚΟΥ ΟΜΙΛΟΥ» άπό 22-30 Ιουλίου είς Βελιγράδι, Βουδαπέστη, Βιέννη, Σάλτσμπουργκ, Μόναχο. Τηλ. 269.777. [773,668,945,711]
text-block: Οί νέοι μητροπολίται θά έπισκεφθοῦν τόν Άρχιεπίσκοπον τήν προσεχή Δευτέραν καί θά λάβουν τάς σχετικάς όδηγίας διά τήν τελετήν τής έγκαταστάσεως. Είς τάς τελετάς θά παραστοῦν έκπρόσωποι τής Κυβερνήσεως καί τών τοπικών άρχῶν. [950,339,1157,404]
sub-kicker: Μαθήματα κολυμβήσεως [241,1130,365,1140]
text-block: 6.30 Πρωινό χαιρετισμός. 6.40 Μουσική. 7 Ειδήσεις. 7.15 Ελαφρά μουσική. 8 Ειδήσεις. 8.15 Έλληνικά τραγούδια. 9 Ειδήσεις. 9.15 Οργανική μουσική. 10 Ειδήσεις. 10.15 Ή ώρα των ένόπλων δυνάμεων. 11 Ειδήσεις. 11.15 Μουσική. 12 Ειδήσεις. 12.15 Λαϊκά. 13 Ειδήσεις. 13.30 Αθλητικά νέα. 14 Ειδήσεις. 14.15 Τραγούδια τοῦ χθές. 15 Ειδήσεις. 15.15 Μουσικοί περίπατοι. 16 Ειδήσεις. 17 Ειδήσεις. 17.15 Θέατρο. 18 Ειδήσεις. 18.15 Ελαφρά μουσική. 19 Ειδήσεις. 19.30 Δημοτικά τραγούδια. 20 Ειδήσεις. 20.30 Μουσική. 21 Ειδήσεις. 21.30 Χορευτική μουσική. 22 Ειδήσεις. 22.30 Μουσική γιά τό βράδυ. 23 Ειδήσεις. 23.15 Νυχτερινό πρόγραμμα. 24 Ειδήσεις. [201,603,404,787]
german-headline: ΝΕΑΝ ΜΕΘΟΔΟΝ ΑΝΕΚΑΛΥΨΑΝ ΟΙ ΓΕΡΜΑΝΟΙ ΓΙΑ ΤΑΣ ΕΦΑΡΜΟΓΑΣ ΤΗΣ ΗΛΕΚΤΡΟΛΥΣΕΩΣ [958,1315,1364,1350]
text-block: Ή σύζυγος: Θεοπίστη. Τά τέκνα: Νίκος, Αγγελική. Τά έγγόνια. Οί λοιποί συγγενείς. Ή δέησις θά γίνη είς τό καφεζαχαροπλαστεῖον. [594,529,765,572]
text-block: Τελούμεν αύριον 9 π.μ. είς τόν ίερόν ναόν Άγίου Ιωάννου τοῦ Προδρόμου 40ήμερον μνημόσυνον ύπέρ άναπαύσεως τής ψυχής τοῦ λατρευτοῦ μας πατρός. [408,1116,590,1170]
text-block: ΤΟΥ «ΠΑΝΕΛΛΗΝΙΟΥ ΣΥΝΔΕΣΜΟΥ ΠΕΡΙΗΓΗΤΩΝ» άπό 15-20 Αύγούστου είς Κέρκυρα, Ίταλία. Τηλ. 224.110. [773,754,945,797]
funeral-name: ΑΘΑΝΑΣΙΟΝ ΤΕΡΖΙΔΗΝ [604,1116,755,1129]
memorial-name: ΣΟΦΙΑΣ Ι. ΚΟΥΚΟΥΛΙΑΝΟΥ [411,1406,587,1419]
social-subhead: Συγχαρητήρια [37,782,183,797]
text-block: ΤΟΥ «ΕΚΔΡΟΜΙΚΟΥ ΚΑΙ ΤΟΥΡΙΣΤΙΚΟΥ ΟΜΙΛΟΥ», είς Μαριανών. Πορτο Καρρά, Τορώνη. Τηλ. 818.429. [773,101,945,144]
funeral-name: ΙΩΑΝΝΗΝ ΧΟΛΙΑΗΝ [614,1313,745,1327]
text-block: Τόν πολυαγαπημένον μας πατέρα. [594,1377,752,1388]
weekly-column [773,39,945,2279]
memorial-name: ΕΥΑΓΓΕΛΟΥ ΑΝΤΙΑΤΣΟΓΛΟΥ [448,164,550,191]
text-block: Ό Μεξικανός ύπουργός Έσωτερικών δήλωσε ότι ύπάρχουν άποδείξεις διά τήν άνάμιξιν τής αμερικανικής υπηρεσίας πληροφοριών. Ή κυβέρνησις ζήτησε έξηγήσεις άπό τήν Ούάσιγκτον. [950,1237,1157,1291]
text-block: ΤΟΥ «ΕΚΔΡΟΜΙΚΟΥ ΟΜΙΛΟΥ ΑΙΟΛΙΚΗΣ ΓΗΣ», είς Πολύγυρο. Τηλ. 270.379. [773,502,945,535]
text-block: Ό Ήλίας Ζαχαρίου δέν δέχεται. Ό Ήλίας Ζερβός δέν έορτάζει. Ό Ήλίας Θεοδωρίδης δέν δέχεται λόγω πένθους. Ό Ήλίας Κολέτσης δέν έορτάζει. Ό Ήλίας Κουτσός δέν δέχεται. Ό Ήλίας Λαζαρίδης δέν δέχεται έπισκέψεις. [37,539,183,625]
text-block: ΑΘΗΝΑΙ, 19.— Τό ύπουργείον Υγείας καθορίζει τήν διαδικασίαν χορηγήσεως άδειῶν άσκήσεως έπαγγέλματος βοηθοῦ φαρμακείου. [1376,1017,1539,1060]
